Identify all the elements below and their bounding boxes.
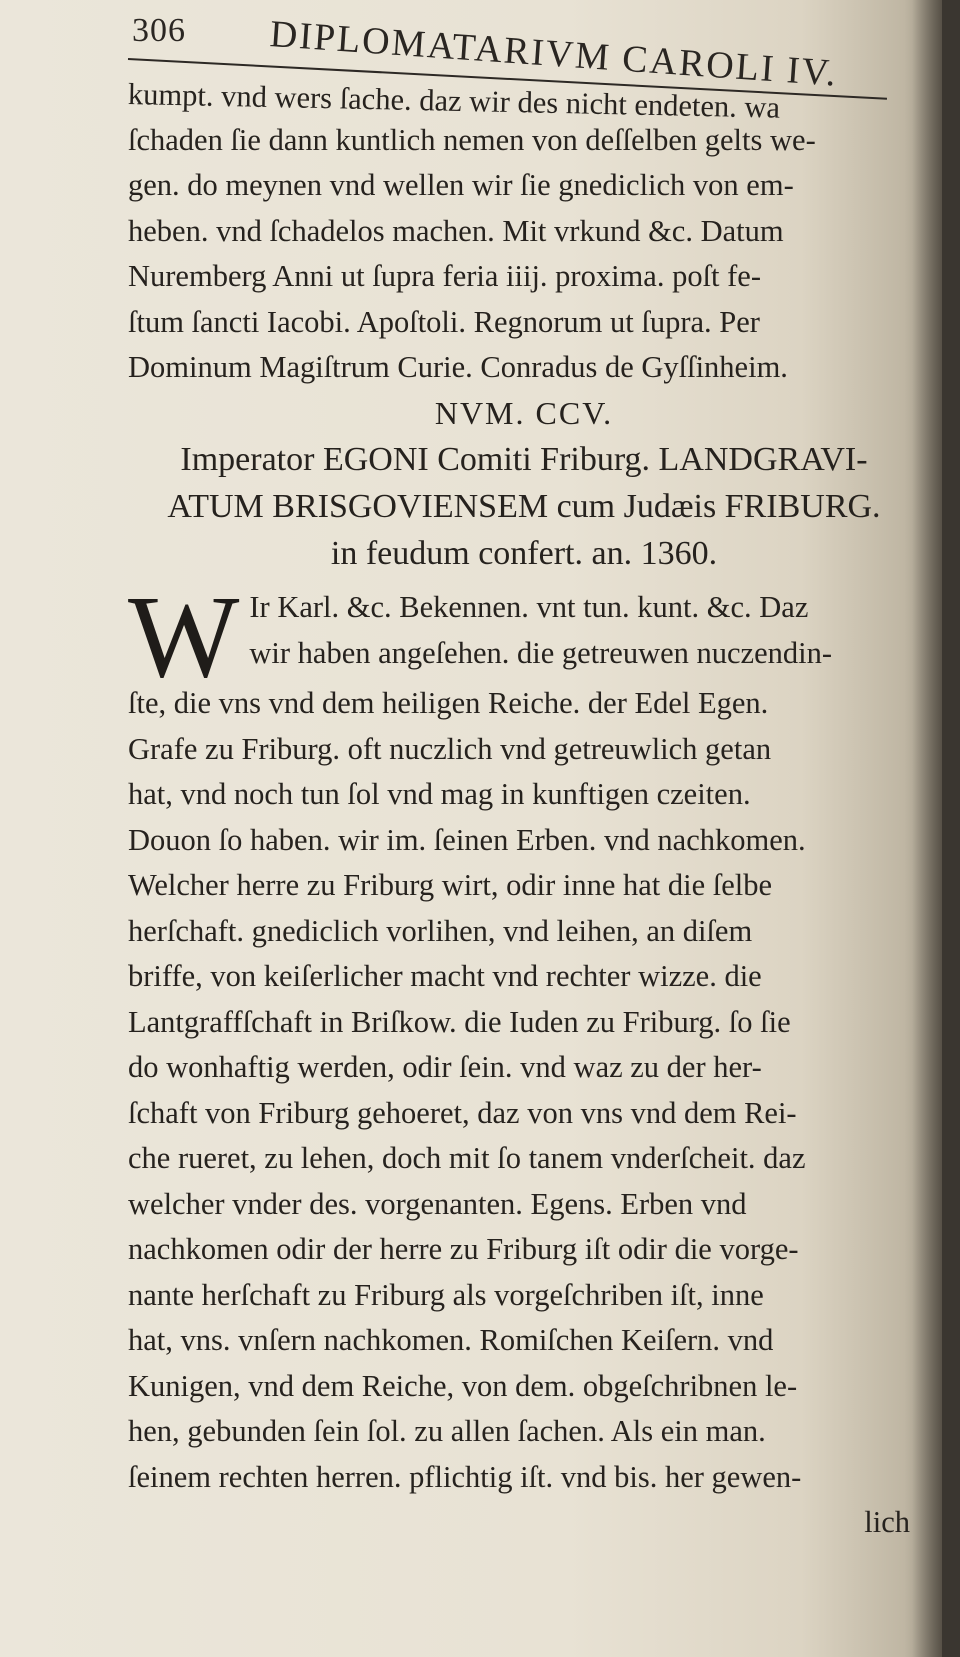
text-line: briffe, von keiſerlicher macht vnd rechter wizze. die — [128, 959, 762, 993]
text-line: nachkomen odir der herre zu Friburg iſt odir die vorge- — [128, 1232, 799, 1266]
text-line: do wonhaftig werden, odir ſein. vnd waz zu der her- — [128, 1050, 762, 1084]
text-line: Dominum Magiſtrum Curie. Conradus de Gyſſinheim. — [128, 350, 788, 384]
text-line: ſtum ſancti Iacobi. Apoſtoli. Regnorum ut ſupra. Per — [128, 304, 760, 339]
text-line: welcher vnder des. vorgenanten. Egens. Erben vnd — [128, 1186, 747, 1221]
text-line: Grafe zu Friburg. oft nuczlich vnd getreuwlich getan — [128, 731, 772, 766]
text-line: hat, vnd noch tun ſol vnd mag in kunftigen czeiten. — [128, 777, 751, 811]
text-line: kumpt. vnd wers ſache. daz wir des nicht endeten. wa — [127, 77, 781, 125]
text-line: herſchaft. gnediclich vorlihen, vnd leihen, an diſem — [128, 913, 753, 948]
text-block — [128, 72, 920, 1546]
text-line: ſchaft von Friburg gehoeret, daz von vns vnd dem Rei- — [128, 1095, 797, 1130]
rubric-line: ATUM BRISGOVIENSEM cum Judæis FRIBURG. — [167, 488, 881, 525]
text-line: Welcher herre zu Friburg wirt, odir inne hat die ſelbe — [128, 868, 773, 902]
catchword: lich — [864, 1505, 910, 1539]
text-line: wir haben angeſehen. die getreuwen nuczendin- — [249, 635, 833, 670]
charter-text — [128, 571, 920, 1546]
text-line: Ir Karl. &c. Bekennen. vnt tun. kunt. &c. Daz — [249, 590, 809, 624]
text-line: Kunigen, vnd dem Reiche, von dem. obgeſchribnen le- — [128, 1368, 798, 1403]
running-title: DIPLOMATARIVM CAROLI IV. — [268, 13, 839, 95]
rubric-line: in feudum confert. an. 1360. — [330, 535, 718, 572]
text-line: heben. vnd ſchadelos machen. Mit vrkund &c. Datum — [128, 213, 784, 248]
rubric-line: Imperator EGONI Comiti Friburg. LANDGRAVI- — [180, 441, 868, 478]
text-line: hen, gebunden ſein ſol. zu allen ſachen. Als ein man. — [128, 1414, 766, 1448]
text-line: Lantgraffſchaft in Briſkow. die Iuden zu Friburg. ſo ſie — [128, 1004, 791, 1039]
page-number: 306 — [132, 12, 186, 49]
text-line: Nuremberg Anni ut ſupra feria iiij. proxima. poſt fe- — [128, 259, 761, 293]
page-header — [132, 6, 912, 95]
text-line: Douon ſo haben. wir im. ſeinen Erben. vnd nachkomen. — [128, 822, 806, 857]
text-line: ſeinem rechten herren. pflichtig iſt. vnd bis. her gewen- — [128, 1459, 802, 1494]
text-line: hat, vns. vnſern nachkomen. Romiſchen Keiſern. vnd — [128, 1323, 774, 1357]
text-line: ſte, die vns vnd dem heiligen Reiche. der Edel Egen. — [128, 686, 769, 720]
text-line: gen. do meynen vnd wellen wir ſie gnediclich von em- — [128, 168, 794, 202]
text-line: nante herſchaft zu Friburg als vorgeſchriben iſt, inne — [128, 1277, 764, 1312]
drop-cap: W — [128, 571, 240, 702]
text-line: ſchaden ſie dann kuntlich nemen von deſſelben gelts we- — [128, 122, 816, 157]
text-line: che rueret, zu lehen, doch mit ſo tanem vnderſcheit. daz — [128, 1141, 806, 1175]
document-number-heading: NVM. CCV. — [434, 394, 614, 431]
